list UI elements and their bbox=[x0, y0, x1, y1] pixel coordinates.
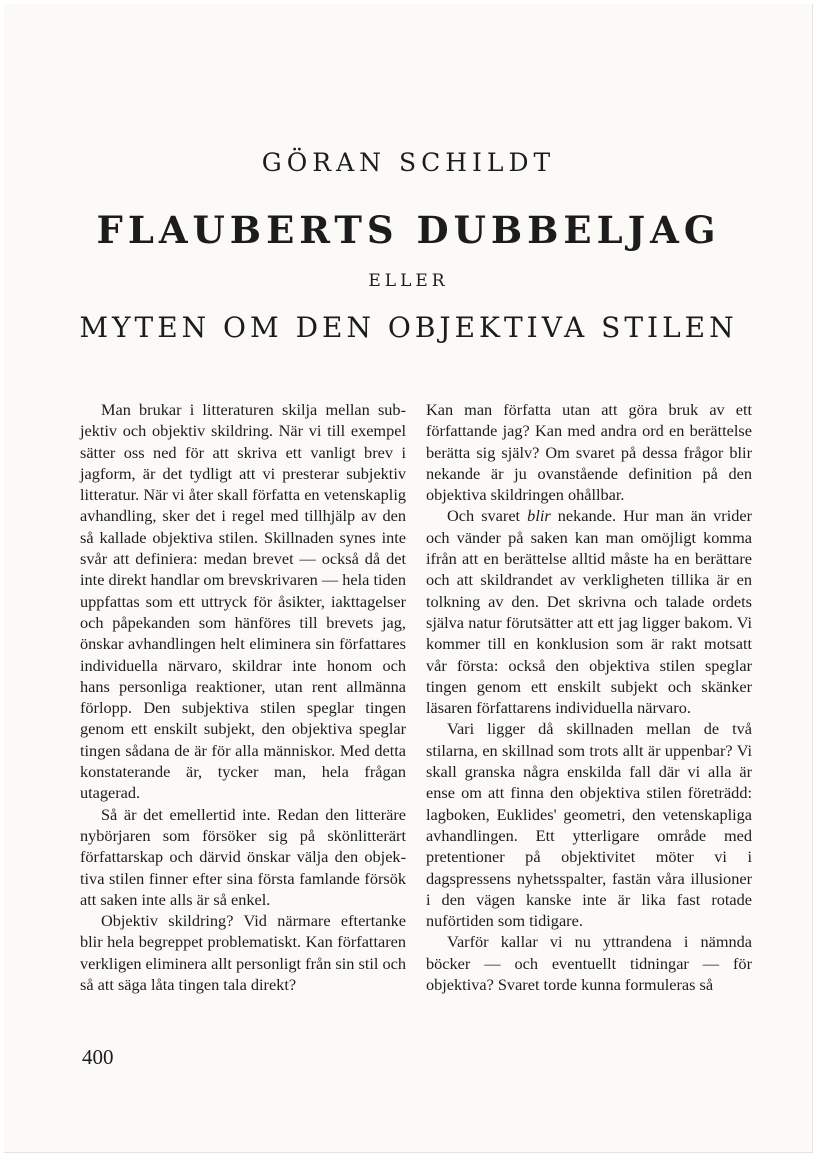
author-name: GÖRAN SCHILDT bbox=[261, 148, 556, 177]
paragraph: Man brukar i litteraturen skilja mellan subjektiv och objektiv skildring. När vi till exempel sätter oss ned för att skriva ett vanligt brev i jagform, är det tydligt att vi presterar subjektiv litteratur. När vi åter skall författa en vetenskaplig avhandling, sker det i regel med tillhjälp av den så kallade objektiva stilen. Skillnaden synes inte svår att definiera: medan brevet — också då det inte direkt handlar om brevskrivaren — hela tiden uppfattas som ett uttryck för åsikter, iakttagelser och påpekanden som hänföres till brevets jag, önskar avhandlingen helt eliminera sin författares individuella närvaro, skildrar inte honom och hans personliga reaktioner, utan rent allmänna förlopp. Den subjektiva stilen speglar tingen genom ett enskilt subjekt, den objektiva speglar tingen sådana de är för alla människor. Med detta konstaterande är, tycker man, hela frågan utagerad. bbox=[80, 400, 406, 803]
paragraph: Objektiv skildring? Vid närmare eftertanke blir hela begreppet problematiskt. Kan författaren verkligen eliminera allt personligt från sin stil och så att säga låta tingen tala direkt? bbox=[80, 911, 406, 995]
paragraph: Kan man författa utan att göra bruk av ett författande jag? Kan med andra ord en berättelse berätta sig själv? Om svaret på dessa frågor blir nekande är ju ovanstående definition på den objektiva skildringen ohållbar. bbox=[426, 400, 752, 505]
paragraph: Och svaret blir nekande. Hur man än vrider och vänder på saken kan man omöjligt komma ifrån att en berättelse alltid måste ha en berättare och att skildrandet av verkligheten tillika är en tolkning av den. Det skrivna och talade ordets själva natur förutsätter att ett jag ligger bakom. Vi kommer till en konklusion som är rakt motsatt vår första: också den objektiva stilen speglar tingen genom ett enskilt subjekt och skänker läsaren författarens individuella närvaro. bbox=[426, 506, 753, 718]
title-conjunction: ELLER bbox=[368, 271, 449, 291]
paragraph: Så är det emellertid inte. Redan den litteräre nybörjaren som försöker sig på skönlitterärt författarskap och därvid önskar välja den objektiva stilen finner efter sina första famlande försök att saken inte alls är så enkel. bbox=[80, 804, 406, 909]
right-text-column bbox=[426, 399, 752, 995]
article-subtitle: MYTEN OM DEN OBJEKTIVA STILEN bbox=[79, 311, 738, 344]
paragraph: Vari ligger då skillnaden mellan de två stilarna, en skillnad som trots allt är uppenbar? Vi skall granska några enskilda fall där vi alla är ense om att finna den objektiva stilen företrädd: lagboken, Euklides' geometri, den vetenskapliga avhandlingen. Ett ytterligare område med pretentioner på objektivitet möter vi i dagspressens nyhetsspalter, fastän våra illusioner i den vägen kanske inte är lika fast rotade nuförtiden som tidigare. bbox=[426, 719, 752, 931]
emphasis: blir bbox=[527, 506, 551, 526]
paragraph: Varför kallar vi nu yttrandena i nämnda böcker — och eventuellt tidningar — för objektiva? Svaret torde kunna formuleras så bbox=[426, 932, 752, 995]
page-number: 400 bbox=[82, 1045, 114, 1069]
left-text-column bbox=[80, 399, 406, 995]
article-title: FLAUBERTS DUBBELJAG bbox=[96, 208, 721, 252]
